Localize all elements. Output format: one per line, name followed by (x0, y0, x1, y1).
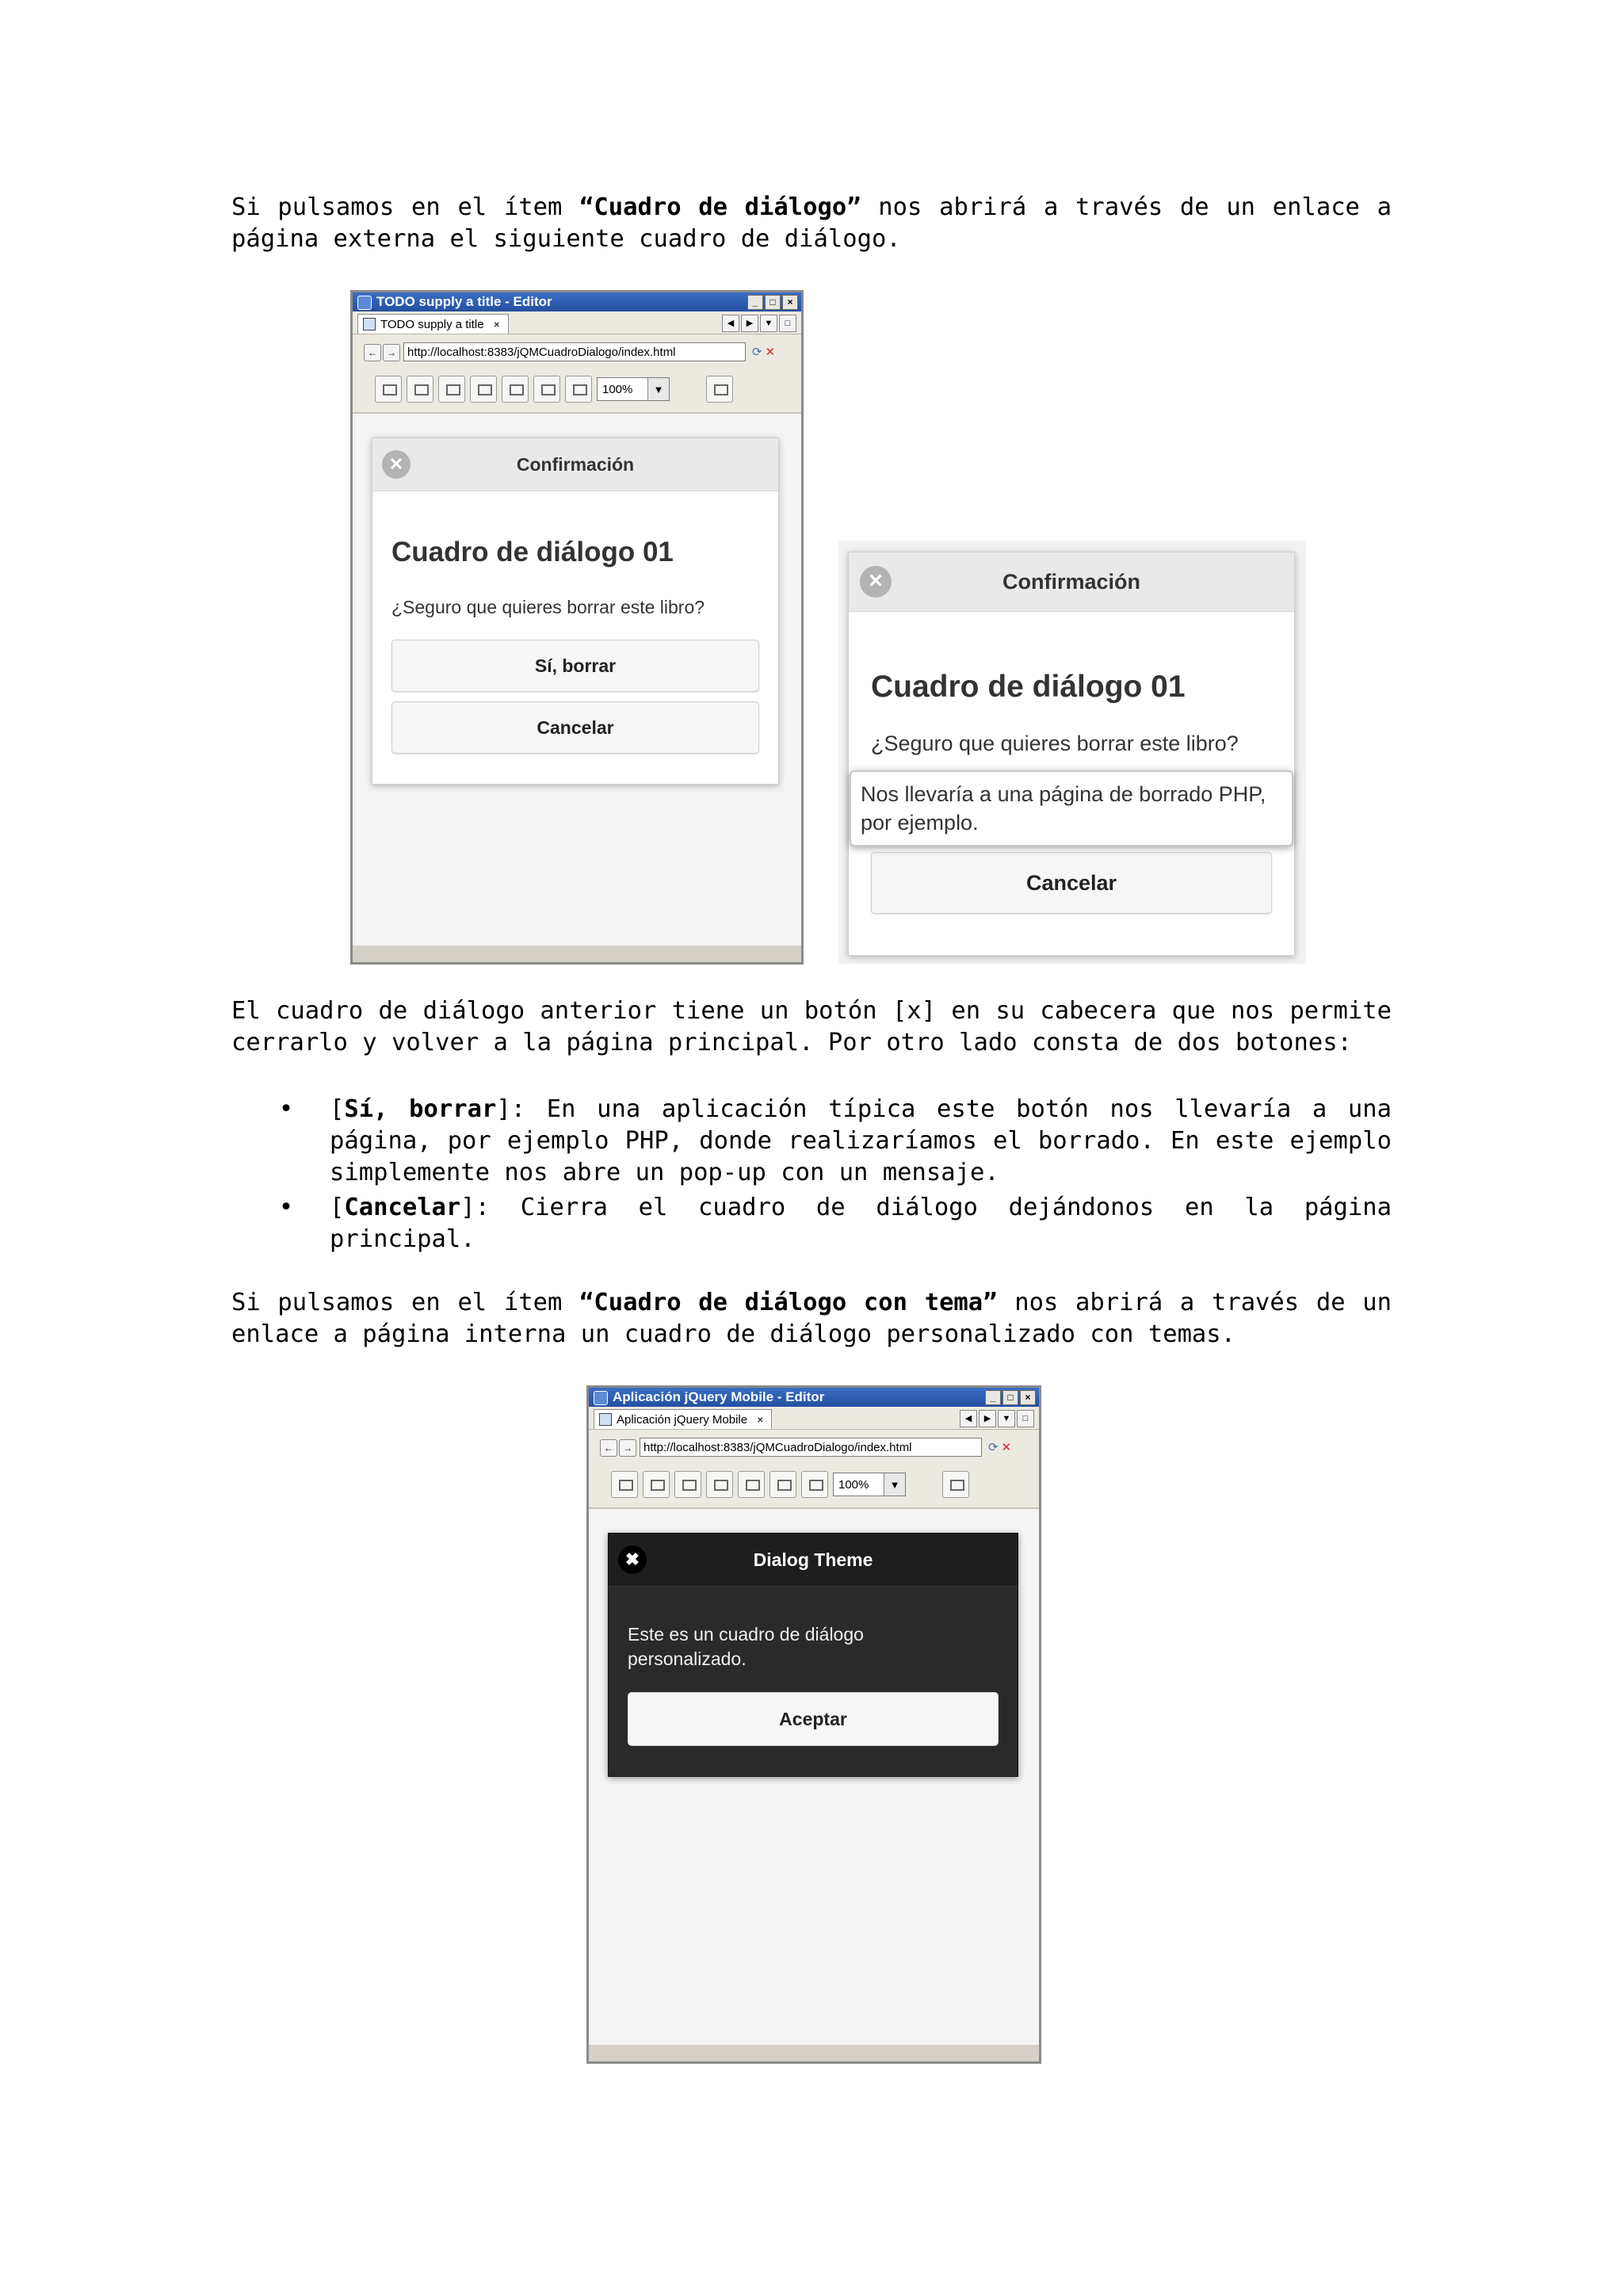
tab-bar (353, 311, 801, 334)
tab-right-icon[interactable]: ▶ (741, 315, 758, 332)
phone-landscape-icon[interactable] (470, 376, 497, 403)
url-field[interactable]: http://localhost:8383/jQMCuadroDialogo/index.html (403, 342, 746, 361)
zoom-select[interactable] (597, 377, 670, 401)
bullet-text: : Cierra el cuadro de diálogo dejándonos en la página principal. (330, 1194, 1392, 1253)
window-controls (985, 1390, 1036, 1405)
inspect-icon[interactable] (942, 1471, 969, 1498)
bullet-term: Cancelar (344, 1194, 461, 1221)
tab-restore-icon[interactable]: □ (1017, 1410, 1034, 1427)
page-icon (363, 318, 376, 330)
p3-quote-open: “ (579, 1289, 594, 1316)
themed-dialog-paragraph (231, 1287, 1392, 1350)
tab-navigation (960, 1410, 1034, 1427)
close-icon[interactable]: × (1020, 1390, 1036, 1405)
device-toolbar (589, 1463, 1039, 1509)
dialog-header (609, 1534, 1018, 1587)
p3-bold-term: Cuadro de diálogo con tema (594, 1289, 983, 1316)
dialog-header (372, 438, 778, 491)
stop-icon[interactable]: ✕ (765, 346, 776, 359)
popup-message (850, 770, 1293, 846)
window-titlebar (589, 1388, 1039, 1407)
bullet-open: [ (330, 1194, 345, 1221)
dialog-question: ¿Seguro que quieres borrar este libro? (391, 597, 705, 617)
tab-left-icon[interactable]: ◀ (960, 1410, 977, 1427)
bullet-close: ] (496, 1095, 511, 1123)
tab-close-icon[interactable]: × (757, 1413, 764, 1426)
zoom-select[interactable] (833, 1473, 906, 1496)
tablet-landscape-icon[interactable] (643, 1471, 670, 1498)
browser-viewport (353, 414, 801, 946)
confirmation-dialog (372, 437, 779, 785)
p3-text-2: nos abrirá a través de un enlace a página interna un cuadro de diálogo personalizado con temas. (231, 1289, 1392, 1348)
dialog-title: Dialog Theme (753, 1549, 873, 1570)
accept-button[interactable]: Aceptar (628, 1692, 999, 1746)
app-icon (594, 1391, 608, 1405)
window-title: Aplicación jQuery Mobile - Editor (613, 1389, 825, 1404)
tab-list-icon[interactable]: ▼ (998, 1410, 1015, 1427)
minimize-icon[interactable]: _ (747, 295, 763, 310)
chevron-down-icon: ▼ (647, 378, 669, 400)
forward-icon[interactable]: → (383, 344, 400, 361)
forward-icon[interactable]: → (619, 1439, 636, 1457)
p3-text-1: Si pulsamos en el ítem (231, 1289, 580, 1316)
tab-bar (589, 1407, 1039, 1430)
tab-label: Aplicación jQuery Mobile (617, 1413, 748, 1427)
desktop-icon[interactable] (375, 376, 402, 403)
close-icon[interactable]: ✕ (382, 450, 411, 479)
dialog-title: Confirmación (516, 454, 635, 475)
editor-tab[interactable] (594, 1409, 772, 1429)
dialog-title: Confirmación (1002, 570, 1140, 594)
dialog-header (849, 552, 1294, 612)
custom-size-icon[interactable] (565, 376, 592, 403)
confirmation-dialog-zoomed (848, 552, 1295, 956)
zoom-value: 100% (838, 1478, 869, 1492)
zoom-value: 100% (602, 383, 633, 396)
tab-navigation (722, 315, 796, 332)
tab-close-icon[interactable]: × (493, 318, 500, 330)
window-title: TODO supply a title - Editor (376, 294, 552, 309)
cancel-button[interactable]: Cancelar (871, 852, 1272, 914)
window-titlebar (353, 292, 801, 311)
intro-bold-term: Cuadro de diálogo (594, 193, 847, 221)
dialog-message (628, 1622, 864, 1671)
window-controls (747, 295, 798, 310)
reload-stop-icons[interactable]: ⟳ ✕ (752, 346, 776, 359)
popup-line-1: Nos llevaría a una página de borrado PHP, (861, 782, 1266, 806)
tablet-landscape-icon[interactable] (407, 376, 433, 403)
page-icon (599, 1413, 612, 1426)
bullet-text: : En una aplicación típica este botón nos llevaría a una página, por ejemplo PHP, donde realizaríamos el borrado. En este ejemplo simplemente nos abre un pop-up con un mensaje. (330, 1095, 1392, 1186)
stop-icon[interactable]: ✕ (1001, 1441, 1012, 1454)
tab-label: TODO supply a title (380, 318, 484, 331)
screenshot-dialog-popup (838, 541, 1306, 964)
custom-size-icon[interactable] (801, 1471, 828, 1498)
tab-left-icon[interactable]: ◀ (722, 315, 739, 332)
bullet-term: Sí, borrar (344, 1095, 497, 1123)
message-line-1: Este es un cuadro de diálogo (628, 1624, 864, 1645)
chevron-down-icon: ▼ (884, 1473, 905, 1496)
intro-text-1: Si pulsamos en el ítem (231, 193, 580, 221)
cancel-button[interactable]: Cancelar (391, 701, 759, 754)
inspect-icon[interactable] (706, 376, 733, 403)
bullet-icon: • (279, 1194, 293, 1221)
popup-line-2: por ejemplo. (861, 811, 979, 835)
phone-portrait-icon[interactable] (738, 1471, 765, 1498)
dialog-question: ¿Seguro que quieres borrar este libro? (871, 732, 1239, 755)
screenshot-editor-window-1 (350, 290, 804, 965)
maximize-icon[interactable]: □ (765, 295, 781, 310)
close-icon[interactable]: ✕ (860, 566, 892, 598)
tab-restore-icon[interactable]: □ (779, 315, 796, 332)
dialog-heading: Cuadro de diálogo 01 (391, 537, 674, 567)
intro-quote-close: ” (846, 193, 861, 221)
intro-text-2: nos abrirá a través de un enlace a página externa el siguiente cuadro de diálogo. (231, 193, 1392, 253)
bullet-close: ] (460, 1194, 475, 1221)
phone-portrait-icon[interactable] (502, 376, 529, 403)
device-toolbar (353, 368, 801, 414)
explanation-paragraph: El cuadro de diálogo anterior tiene un botón [x] en su cabecera que nos permite cerrarlo y volver a la página principal. Por otro lado consta de dos botones: (231, 997, 1392, 1056)
browser-viewport (589, 1509, 1039, 2045)
fit-icon[interactable] (533, 376, 560, 403)
list-item (231, 1094, 1392, 1189)
maximize-icon[interactable]: □ (1002, 1390, 1018, 1405)
intro-quote-open: “ (579, 193, 594, 221)
url-field[interactable]: http://localhost:8383/jQMCuadroDialogo/index.html (640, 1438, 982, 1457)
confirm-delete-button[interactable]: Sí, borrar (391, 640, 759, 692)
desktop-icon[interactable] (611, 1471, 638, 1498)
p3-quote-close: ” (983, 1289, 998, 1316)
address-row (353, 334, 801, 368)
dialog-heading: Cuadro de diálogo 01 (871, 670, 1186, 704)
phone-landscape-icon[interactable] (706, 1471, 733, 1498)
bullet-open: [ (330, 1095, 345, 1123)
bullet-icon: • (279, 1095, 293, 1123)
back-icon[interactable]: ← (600, 1439, 617, 1457)
fit-icon[interactable] (769, 1471, 796, 1498)
close-icon[interactable]: ✖ (618, 1545, 647, 1574)
app-icon (357, 296, 372, 310)
tab-list-icon[interactable]: ▼ (760, 315, 777, 332)
themed-dialog (608, 1533, 1018, 1777)
address-row (589, 1430, 1039, 1463)
back-icon[interactable]: ← (364, 344, 381, 361)
intro-paragraph (231, 192, 1392, 255)
minimize-icon[interactable]: _ (985, 1390, 1001, 1405)
close-icon[interactable]: × (782, 295, 798, 310)
message-line-2: personalizado. (628, 1648, 747, 1669)
tab-right-icon[interactable]: ▶ (979, 1410, 996, 1427)
screenshot-editor-window-2 (586, 1385, 1041, 2064)
buttons-bullet-list (231, 1094, 1392, 1259)
reload-stop-icons[interactable]: ⟳ ✕ (988, 1441, 1012, 1454)
editor-tab[interactable] (357, 314, 509, 334)
list-item (231, 1192, 1392, 1255)
tablet-portrait-icon[interactable] (674, 1471, 701, 1498)
tablet-portrait-icon[interactable] (438, 376, 465, 403)
